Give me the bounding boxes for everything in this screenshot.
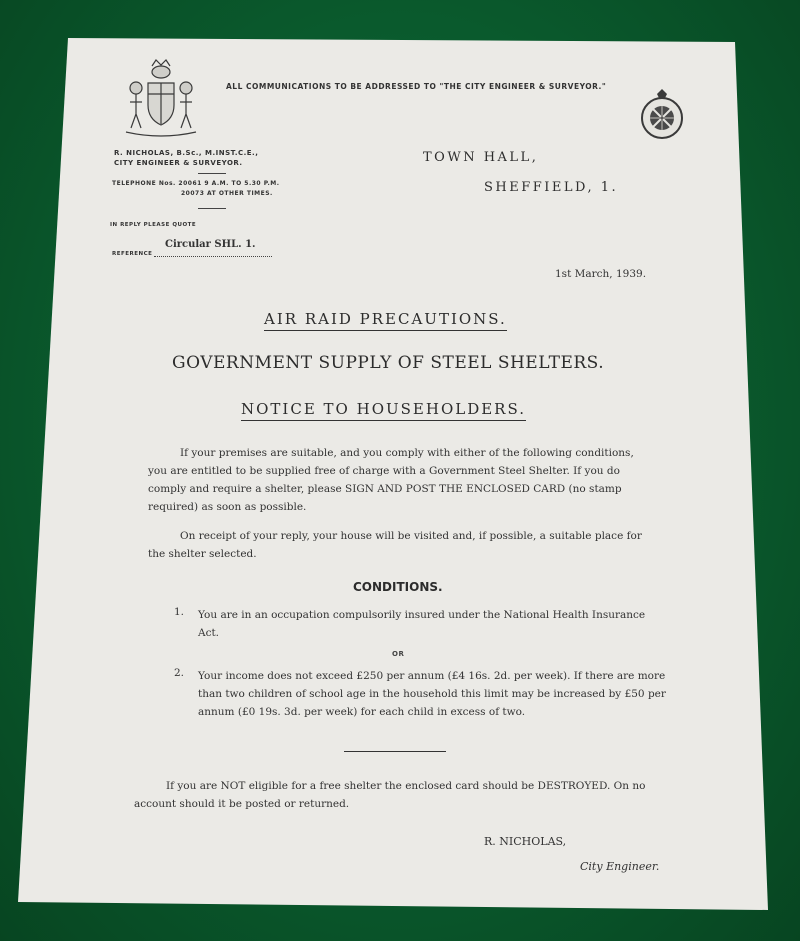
address-note: ALL COMMUNICATIONS TO BE ADDRESSED TO "THE CITY ENGINEER & SURVEYOR." <box>226 82 607 91</box>
circular-reference: Circular SHL. 1. <box>165 239 256 250</box>
government-heading: GOVERNMENT SUPPLY OF STEEL SHELTERS. <box>172 353 605 373</box>
engineer-credentials <box>114 148 258 168</box>
telephone-line-1: TELEPHONE Nos. 20061 9 A.M. TO 5.30 P.M. <box>112 180 280 187</box>
city-address: SHEFFIELD, 1. <box>484 180 619 195</box>
engineer-role: CITY ENGINEER & SURVEYOR. <box>114 159 243 167</box>
telephone-block <box>112 179 280 199</box>
or-label: OR <box>392 650 405 658</box>
reply-note: IN REPLY PLEASE QUOTE <box>110 222 197 228</box>
reference-label: REFERENCE <box>112 251 153 257</box>
town-hall-address: TOWN HALL, <box>423 150 539 165</box>
paragraph-eligibility: If your premises are suitable, and you comply with either of the following conditions, you are entitled to be supplied free of charge with a Government Steel Shelter. If you do comply and require a shelter, please SIGN AND POST THE ENCLOSED CARD (no stamp required) as soon as possible. <box>148 447 634 513</box>
condition-text: Your income does not exceed £250 per annum (£4 16s. 2d. per week). If there are more than two children of school age in the household this limit may be increased by £50 per annum (£0 19s. 3d. per week) for each child in excess of two. <box>198 670 666 718</box>
telephone-line-2: 20073 AT OTHER TIMES. <box>181 190 273 197</box>
reference-row <box>112 251 272 257</box>
arp-heading: AIR RAID PRECAUTIONS. <box>264 310 507 331</box>
coat-of-arms-icon <box>118 58 204 140</box>
document-page <box>40 40 770 905</box>
short-rule <box>198 173 226 174</box>
signature-title: City Engineer. <box>580 860 660 873</box>
condition-number: 2. <box>174 667 185 679</box>
signature-name: R. NICHOLAS, <box>484 835 567 848</box>
condition-text: You are in an occupation compulsorily insured under the National Health Insurance Act. <box>198 609 646 639</box>
notice-heading: NOTICE TO HOUSEHOLDERS. <box>241 400 526 421</box>
engineer-name: R. NICHOLAS, B.Sc., M.INST.C.E., <box>114 149 259 157</box>
paragraph-visit: On receipt of your reply, your house will be visited and, if possible, a suitable place for the shelter selected. <box>148 530 642 560</box>
reference-dotted-line <box>154 255 272 257</box>
condition-number: 1. <box>174 606 185 618</box>
paragraph-not-eligible: If you are NOT eligible for a free shelter the enclosed card should be DESTROYED. On no account should it be posted or returned. <box>134 780 646 810</box>
section-divider <box>344 751 446 752</box>
national-scheme-badge-icon <box>640 88 684 140</box>
letter-date: 1st March, 1939. <box>555 268 647 280</box>
short-rule <box>198 208 226 209</box>
conditions-heading: CONDITIONS. <box>353 580 443 594</box>
